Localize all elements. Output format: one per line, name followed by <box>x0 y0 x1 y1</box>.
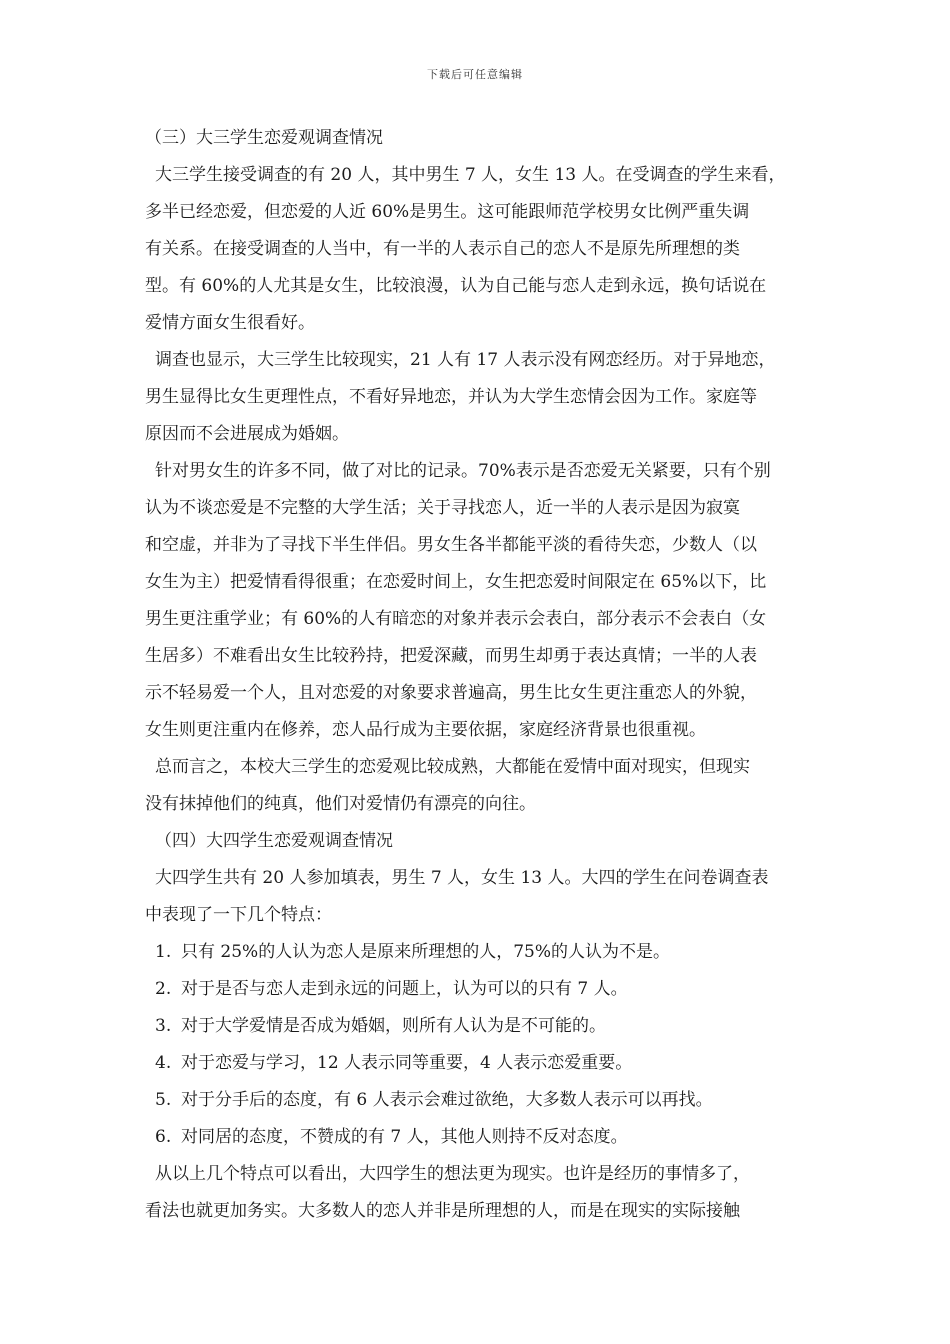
paragraph-line: 爱情方面女生很看好。 <box>145 313 315 333</box>
list-text: 对于恋爱与学习，12 人表示同等重要，4 人表示恋爱重要。 <box>181 1053 633 1073</box>
paragraph-line: 看法也就更加务实。大多数人的恋人并非是所理想的人，而是在现实的实际接触 <box>145 1201 740 1221</box>
section-heading: （三）大三学生恋爱观调查情况 <box>145 128 383 148</box>
paragraph-line: 女生则更注重内在修养，恋人品行成为主要依据，家庭经济背景也很重视。 <box>145 720 706 740</box>
list-item <box>145 1008 810 1045</box>
document-body <box>145 120 810 1230</box>
list-text: 对于分手后的态度，有 6 人表示会难过欲绝，大多数人表示可以再找。 <box>181 1090 713 1110</box>
paragraph-line: 调查也显示，大三学生比较现实，21 人有 17 人表示没有网恋经历。对于异地恋， <box>155 350 776 370</box>
list-item <box>145 1045 810 1082</box>
list-item <box>145 934 810 971</box>
paragraph-line: 男生更注重学业；有 60%的人有暗恋的对象并表示会表白，部分表示不会表白（女 <box>145 609 767 629</box>
paragraph-line: 女生为主）把爱情看得很重；在恋爱时间上，女生把恋爱时间限定在 65%以下，比 <box>145 572 767 592</box>
list-text: 只有 25%的人认为恋人是原来所理想的人，75%的人认为不是。 <box>181 942 670 962</box>
list-text: 对于大学爱情是否成为婚姻，则所有人认为是不可能的。 <box>181 1016 606 1036</box>
list-number: 4. <box>155 1053 172 1073</box>
section-heading: （四）大四学生恋爱观调查情况 <box>155 831 393 851</box>
paragraph-line: 生居多）不难看出女生比较矜持，把爱深藏，而男生却勇于表达真情；一半的人表 <box>145 646 757 666</box>
paragraph-line: 从以上几个特点可以看出，大四学生的想法更为现实。也许是经历的事情多了， <box>155 1164 750 1184</box>
paragraph-line: 总而言之，本校大三学生的恋爱观比较成熟，大都能在爱情中面对现实，但现实 <box>155 757 750 777</box>
list-number: 5. <box>155 1090 172 1110</box>
list-item <box>145 1119 810 1156</box>
list-item <box>145 1082 810 1119</box>
list-item <box>145 971 810 1008</box>
paragraph-line: 型。有 60%的人尤其是女生，比较浪漫，认为自己能与恋人走到永远，换句话说在 <box>145 276 767 296</box>
list-text: 对于是否与恋人走到永远的问题上，认为可以的只有 7 人。 <box>181 979 628 999</box>
list-number: 3. <box>155 1016 172 1036</box>
paragraph-line: 认为不谈恋爱是不完整的大学生活；关于寻找恋人，近一半的人表示是因为寂寞 <box>145 498 740 518</box>
paragraph-line: 大三学生接受调查的有 20 人，其中男生 7 人，女生 13 人。在受调查的学生来看， <box>155 165 786 185</box>
header-note: 下载后可任意编辑 <box>427 68 523 81</box>
paragraph-line: 没有抹掉他们的纯真，他们对爱情仍有漂亮的向往。 <box>145 794 536 814</box>
paragraph-line: 多半已经恋爱，但恋爱的人近 60%是男生。这可能跟师范学校男女比例严重失调 <box>145 202 750 222</box>
paragraph-line: 有关系。在接受调查的人当中，有一半的人表示自己的恋人不是原先所理想的类 <box>145 239 740 259</box>
list-number: 1. <box>155 942 172 962</box>
paragraph-line: 大四学生共有 20 人参加填表，男生 7 人，女生 13 人。大四的学生在问卷调查表 <box>155 868 769 888</box>
paragraph-line: 和空虚，并非为了寻找下半生伴侣。男女生各半都能平淡的看待失恋，少数人（以 <box>145 535 757 555</box>
paragraph-line: 男生显得比女生更理性点，不看好异地恋，并认为大学生恋情会因为工作。家庭等 <box>145 387 757 407</box>
paragraph-line: 示不轻易爱一个人，且对恋爱的对象要求普遍高，男生比女生更注重恋人的外貌， <box>145 683 757 703</box>
paragraph-line: 针对男女生的许多不同，做了对比的记录。70%表示是否恋爱无关紧要，只有个别 <box>155 461 771 481</box>
paragraph-line: 中表现了一下几个特点： <box>145 905 332 925</box>
list-number: 6. <box>155 1127 172 1147</box>
list-number: 2. <box>155 979 172 999</box>
paragraph-line: 原因而不会进展成为婚姻。 <box>145 424 349 444</box>
list-text: 对同居的态度，不赞成的有 7 人，其他人则持不反对态度。 <box>181 1127 628 1147</box>
